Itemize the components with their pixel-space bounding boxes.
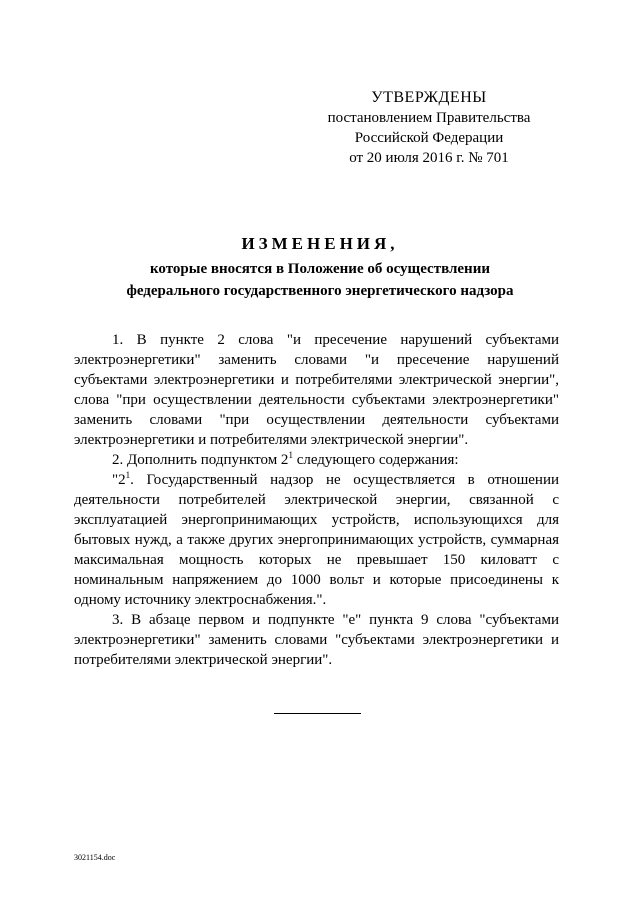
approval-line-1: постановлением Правительства xyxy=(327,110,531,126)
document-body xyxy=(74,330,559,670)
approved-label: УТВЕРЖДЕНЫ xyxy=(371,89,487,106)
end-divider xyxy=(274,713,361,714)
paragraph-2-superscript: 1 xyxy=(288,450,293,460)
paragraph-1: 1. В пункте 2 слова "и пресечение нарушений субъектами электроэнергетики" заменить словами "и пресечение нарушений субъектами электроэнергетики и потребителями электрической энергии", слова "при осуществлении деятельности субъектами электроэнергетики" заменить словами "при осуществлении деятельности субъектами электроэнергетики и потребителями электрической энергии". xyxy=(74,332,559,448)
paragraph-2 xyxy=(74,450,559,470)
subtitle-line-2: федерального государственного энергетического надзора xyxy=(126,283,514,299)
approval-date-number: от 20 июля 2016 г. № 701 xyxy=(349,150,509,166)
approval-line-2: Российской Федерации xyxy=(354,130,504,146)
paragraph-3-text-end: . Государственный надзор не осуществляется в отношении деятельности потребителей электрической энергии, связанной с эксплуатацией энергопринимающих устройств, использующихся для бытовых нужд, а также других энергопринимающих устройств, суммарная максимальная мощность которых не превышает 150 киловатт с номинальным напряжением до 1000 вольт и которые присоединены к одному источнику электроснабжения.". xyxy=(74,472,559,608)
approval-stamp xyxy=(300,88,558,168)
paragraph-3 xyxy=(74,470,559,610)
paragraph-2-text-start: 2. Дополнить подпунктом 2 xyxy=(112,452,289,468)
document-title: ИЗМЕНЕНИЯ, xyxy=(241,234,399,253)
paragraph-2-text-end: следующего содержания: xyxy=(292,452,459,468)
document-subtitle xyxy=(110,258,530,302)
subtitle-line-1: которые вносятся в Положение об осуществлении xyxy=(149,261,490,277)
footer-filename: 3021154.doc xyxy=(74,853,116,862)
paragraph-4: 3. В абзаце первом и подпункте "е" пункта 9 слова "субъектами электроэнергетики" заменить словами "субъектами электроэнергетики и потребителями электрической энергии". xyxy=(74,612,559,668)
paragraph-3-superscript: 1 xyxy=(125,470,131,480)
paragraph-3-text-start: "2 xyxy=(112,472,126,488)
